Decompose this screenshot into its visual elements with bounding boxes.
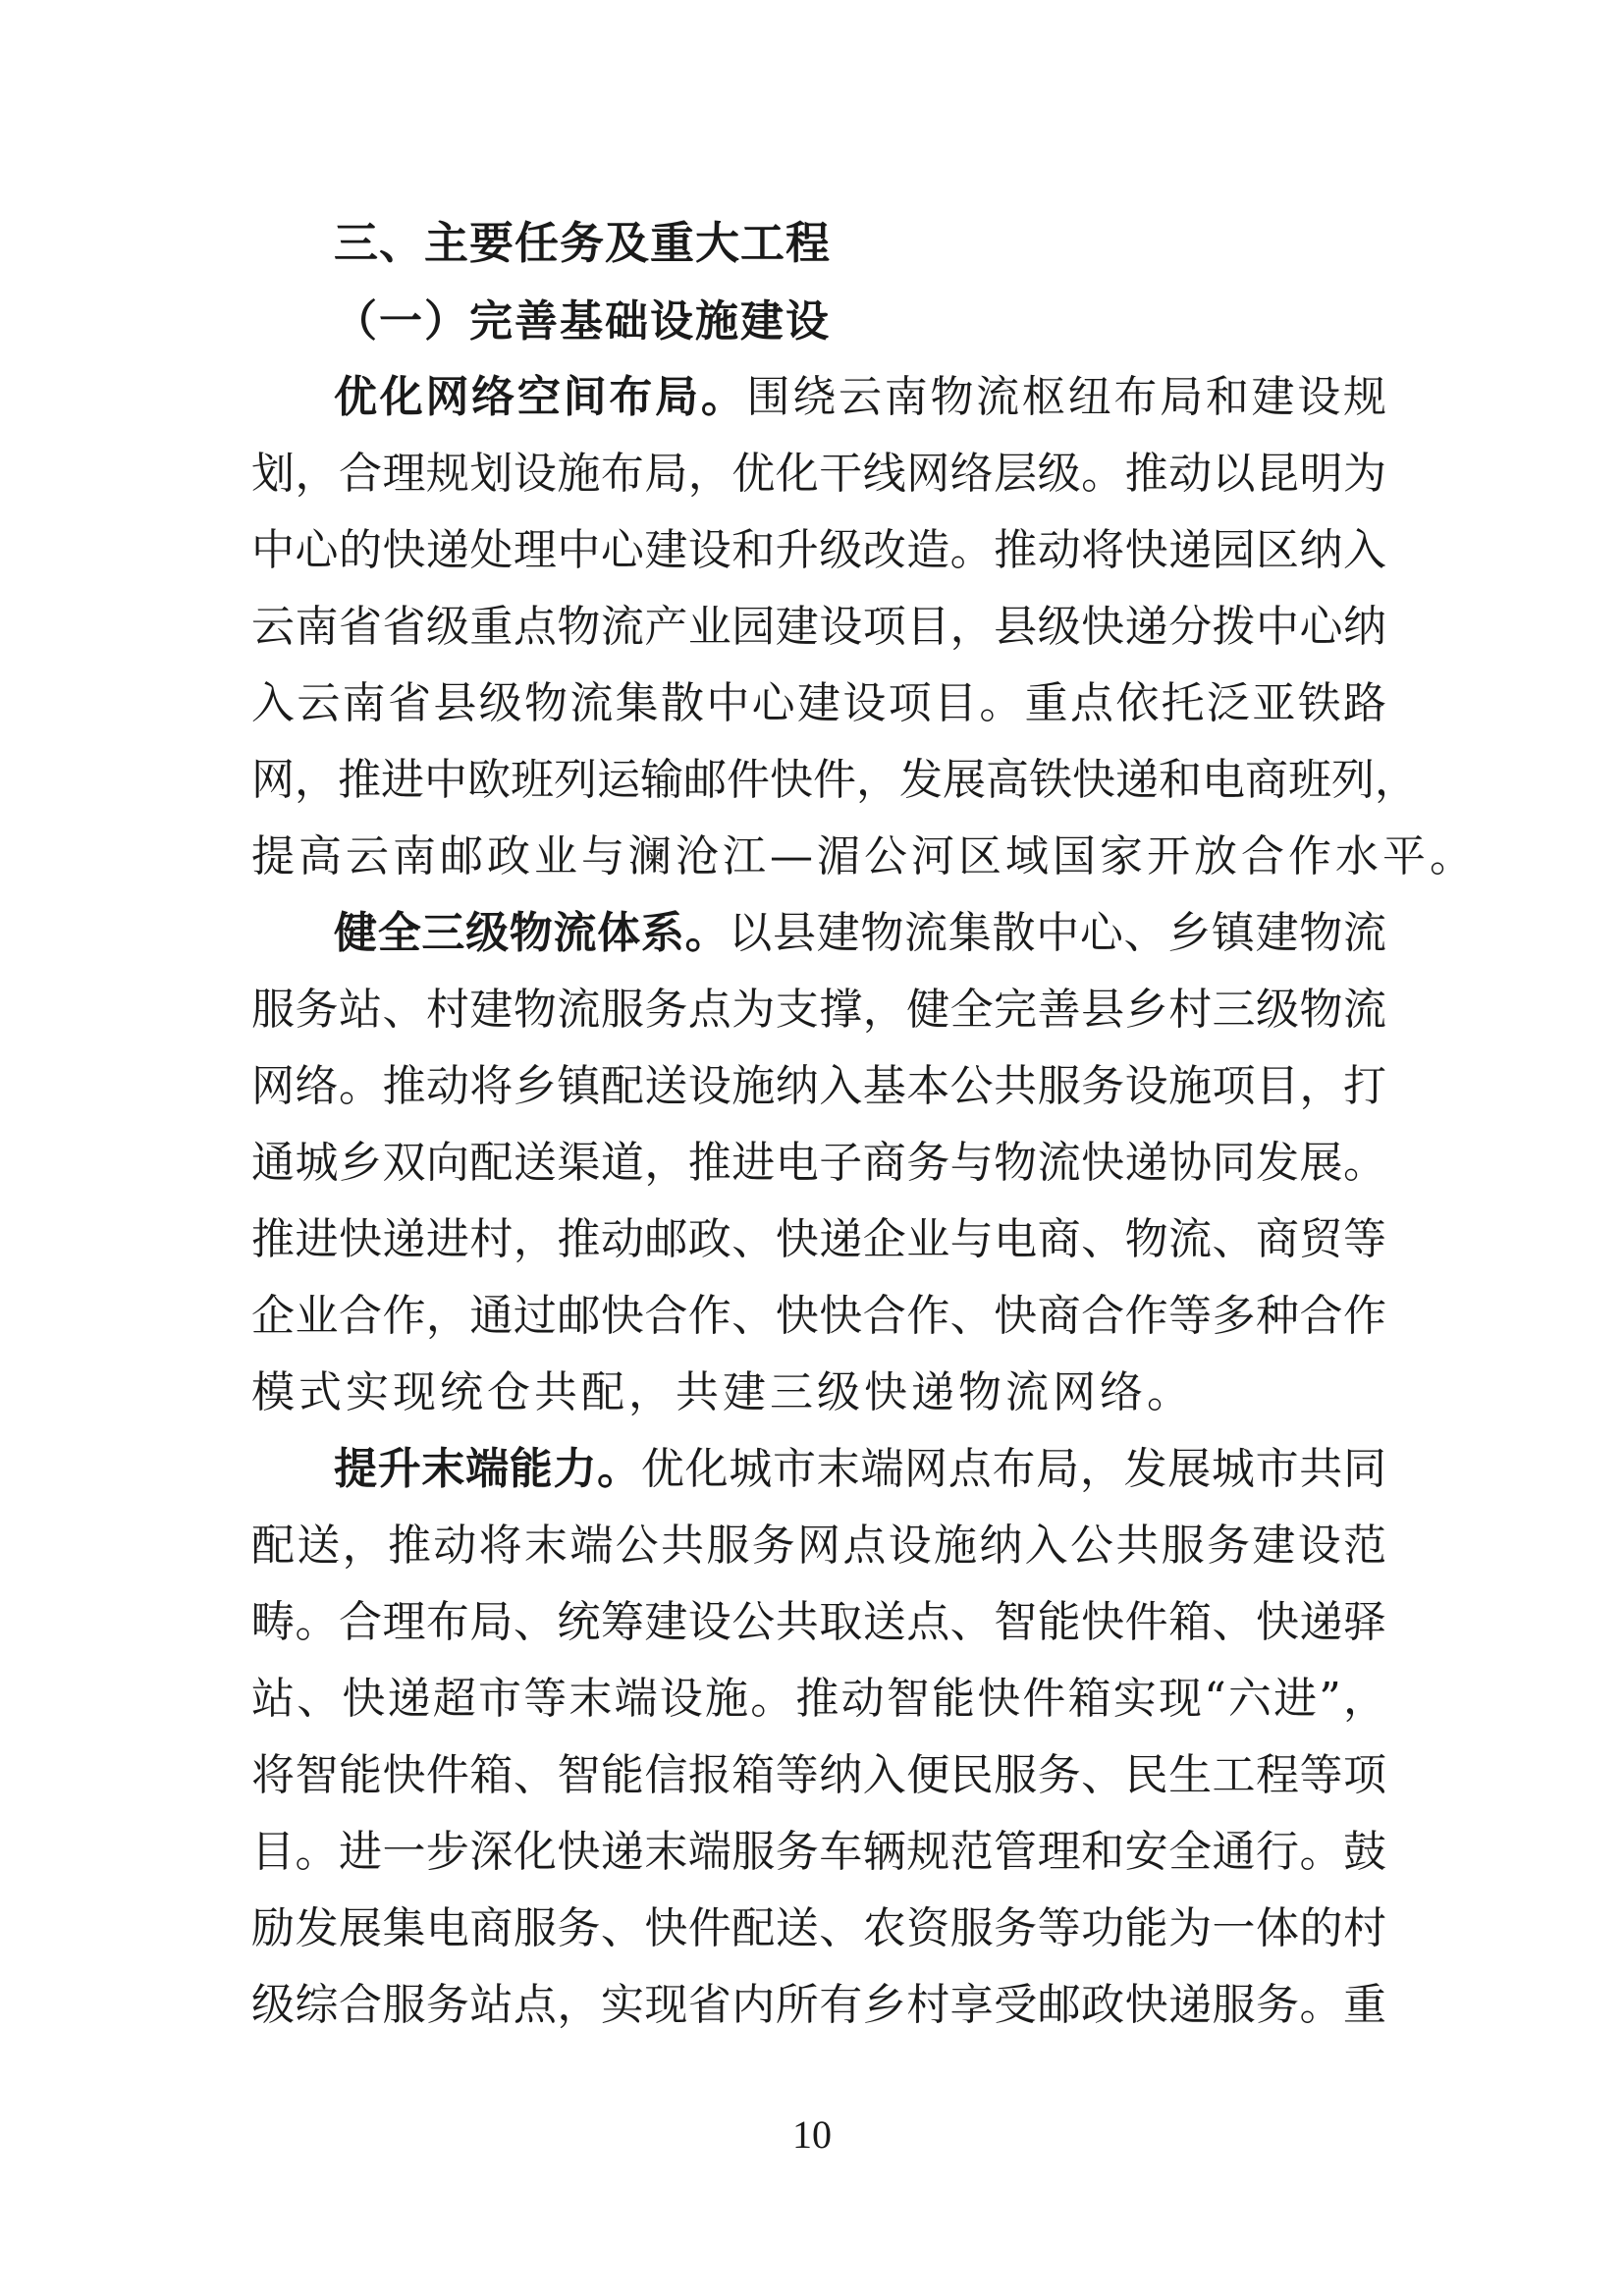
paragraph-line: 划，合理规划设施布局，优化干线网络层级。推动以昆明为 <box>251 449 1386 499</box>
paragraph-line: 励发展集电商服务、快件配送、农资服务等功能为一体的村 <box>251 1903 1386 1953</box>
paragraph-line: 服务站、村建物流服务点为支撑，健全完善县乡村三级物流 <box>251 985 1386 1035</box>
paragraph-line: 入云南省县级物流集散中心建设项目。重点依托泛亚铁路 <box>251 678 1386 728</box>
paragraph-line: 健全三级物流体系。以县建物流集散中心、乡镇建物流 <box>334 908 1387 958</box>
paragraph-line: 网，推进中欧班列运输邮件快件，发展高铁快递和电商班列， <box>251 755 1418 805</box>
paragraph-line: 中心的快递处理中心建设和升级改造。推动将快递园区纳入 <box>251 525 1386 575</box>
paragraph-line: 通城乡双向配送渠道，推进电子商务与物流快递协同发展。 <box>251 1138 1386 1188</box>
paragraph-line: 模式实现统仓共配，共建三级快递物流网络。 <box>251 1367 1194 1417</box>
paragraph-line: 畴。合理布局、统筹建设公共取送点、智能快件箱、快递驿 <box>251 1597 1386 1647</box>
paragraph-line: 目。进一步深化快递末端服务车辆规范管理和安全通行。鼓 <box>251 1827 1386 1877</box>
paragraph-line: 将智能快件箱、智能信报箱等纳入便民服务、民生工程等项 <box>251 1750 1386 1800</box>
page-number: 10 <box>792 2112 832 2157</box>
paragraph-line: 企业合作，通过邮快合作、快快合作、快商合作等多种合作 <box>251 1291 1386 1341</box>
paragraph-line: 提升末端能力。优化城市末端网点布局，发展城市共同 <box>334 1444 1387 1494</box>
paragraph-line: 推进快递进村，推动邮政、快递企业与电商、物流、商贸等 <box>251 1214 1386 1264</box>
paragraph-line: 云南省省级重点物流产业园建设项目，县级快递分拨中心纳 <box>251 602 1386 652</box>
paragraph-lead: 优化网络空间布局。 <box>334 372 747 422</box>
paragraph-lead: 提升末端能力。 <box>334 1444 641 1494</box>
paragraph-line: 站、快递超市等末端设施。推动智能快件箱实现“六进”， <box>251 1674 1386 1724</box>
section-heading: 三、主要任务及重大工程 <box>334 217 832 269</box>
paragraph-lead: 健全三级物流体系。 <box>334 908 730 958</box>
paragraph-line: 提高云南邮政业与澜沧江—湄公河区域国家开放合作水平。 <box>251 831 1477 881</box>
paragraph-line: 配送，推动将末端公共服务网点设施纳入公共服务建设范 <box>251 1521 1386 1571</box>
paragraph-line: 优化网络空间布局。围绕云南物流枢纽布局和建设规 <box>334 372 1387 422</box>
paragraph-line: 网络。推动将乡镇配送设施纳入基本公共服务设施项目，打 <box>251 1061 1386 1111</box>
paragraph-line: 级综合服务站点，实现省内所有乡村享受邮政快递服务。重 <box>251 1980 1386 2030</box>
subsection-heading: （一）完善基础设施建设 <box>334 296 831 347</box>
